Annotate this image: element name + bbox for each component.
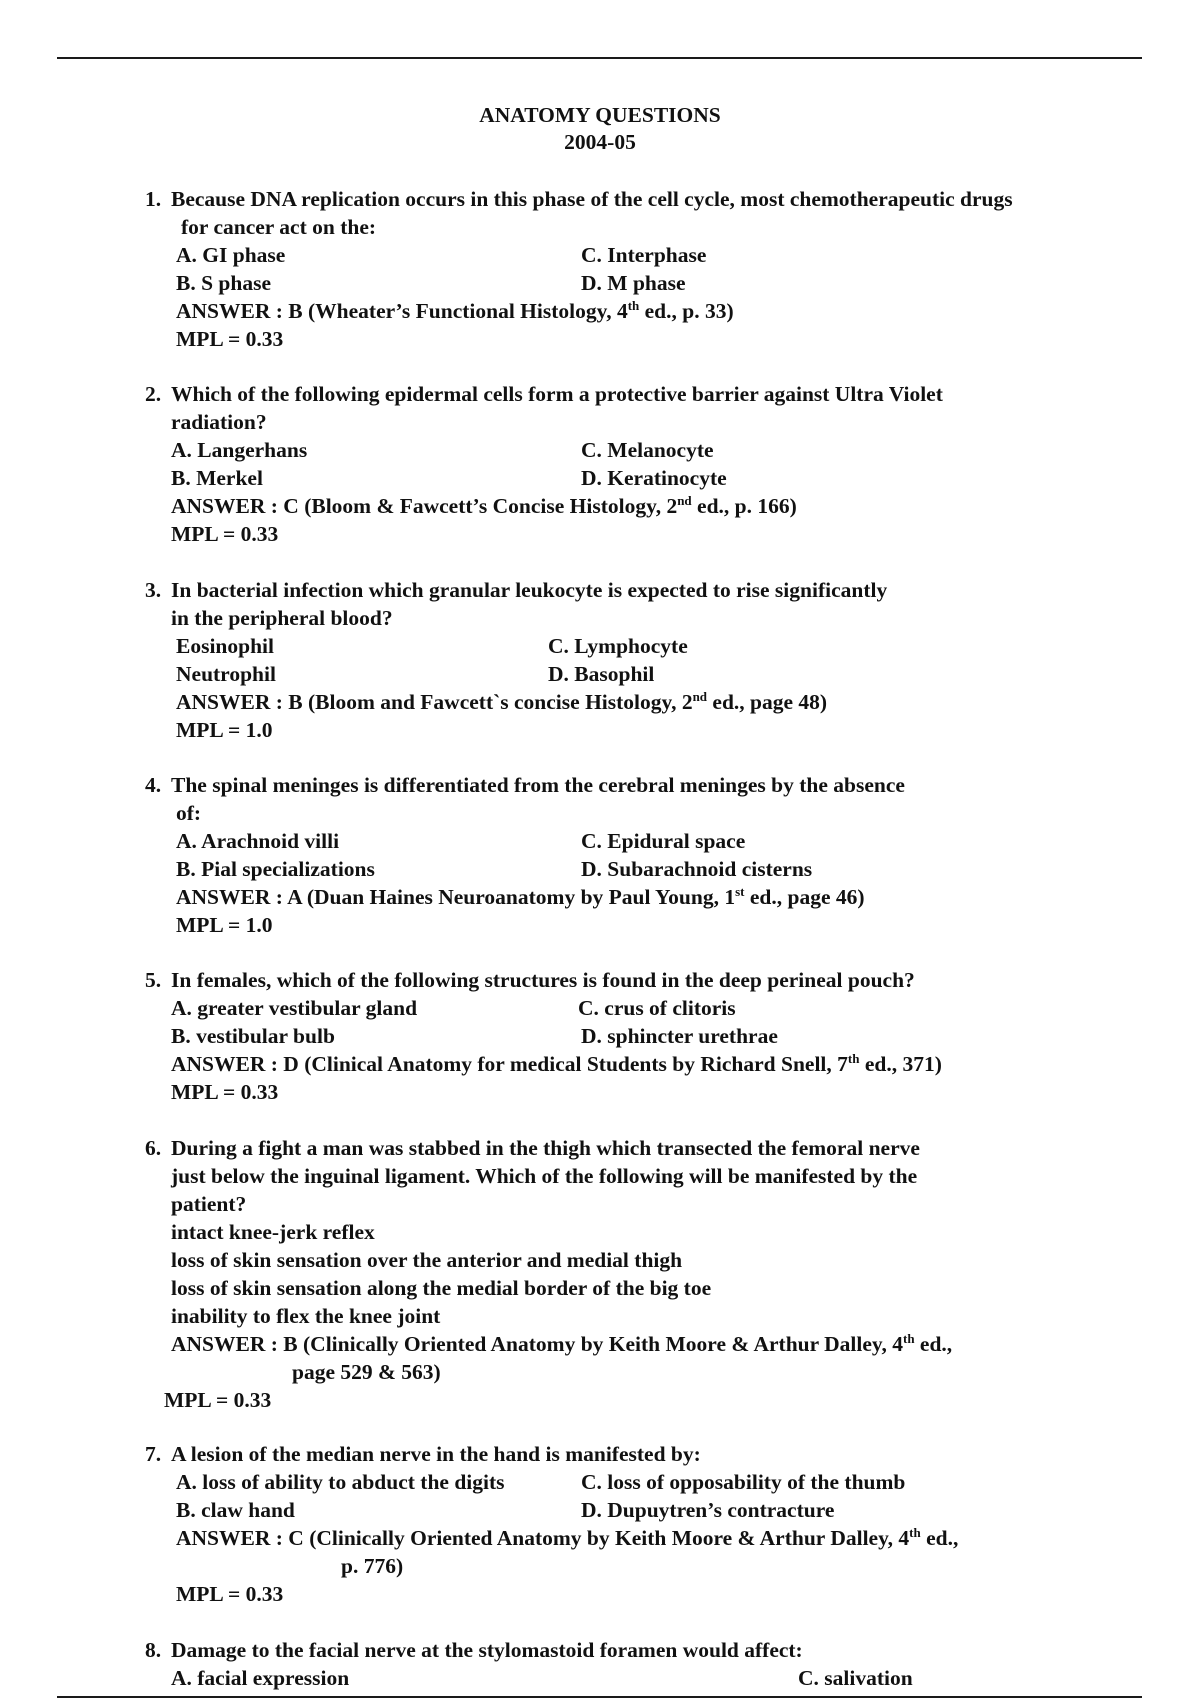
option-item: loss of skin sensation over the anterior and medial thigh xyxy=(171,1248,683,1272)
option-item: inability to flex the knee joint xyxy=(171,1304,441,1328)
question-stem: in the peripheral blood? xyxy=(171,606,393,630)
option-row xyxy=(145,1496,1145,1524)
question-stem: In females, which of the following structures is found in the deep perineal pouch? xyxy=(171,968,915,992)
question-6 xyxy=(145,1134,1145,1414)
mpl-value: MPL = 1.0 xyxy=(176,913,273,937)
option-row xyxy=(145,1022,1145,1050)
option-b: B. S phase xyxy=(176,271,271,295)
option-row xyxy=(145,436,1145,464)
mpl-value: MPL = 1.0 xyxy=(176,718,273,742)
question-stem: During a fight a man was stabbed in the thigh which transected the femoral nerve xyxy=(171,1136,920,1160)
question-stem: radiation? xyxy=(171,410,267,434)
question-stem: A lesion of the median nerve in the hand is manifested by: xyxy=(171,1442,701,1466)
option-d: D. Basophil xyxy=(548,662,655,686)
option-row xyxy=(145,241,1145,269)
option-b: B. claw hand xyxy=(176,1498,295,1522)
question-number: 5. xyxy=(145,968,162,992)
question-stem: just below the inguinal ligament. Which of the following will be manifested by the xyxy=(171,1164,918,1188)
page-title: ANATOMY QUESTIONS xyxy=(479,103,721,127)
question-stem: for cancer act on the: xyxy=(181,215,377,239)
option-c: C. salivation xyxy=(798,1666,913,1690)
option-row xyxy=(145,855,1145,883)
mpl-value: MPL = 0.33 xyxy=(176,1582,284,1606)
question-4 xyxy=(145,771,1145,939)
option-row xyxy=(145,1664,1145,1692)
option-row xyxy=(145,660,1145,688)
option-c: C. Melanocyte xyxy=(581,438,714,462)
answer-line: ANSWER : B (Wheater’s Functional Histology, 4th ed., p. 33) xyxy=(176,297,734,323)
question-3 xyxy=(145,576,1145,744)
mpl-value: MPL = 0.33 xyxy=(176,327,284,351)
option-row xyxy=(145,827,1145,855)
option-c: C. crus of clitoris xyxy=(578,996,736,1020)
option-d: D. Dupuytren’s contracture xyxy=(581,1498,835,1522)
answer-continuation: p. 776) xyxy=(341,1554,404,1578)
option-d: D. Subarachnoid cisterns xyxy=(581,857,813,881)
answer-line: ANSWER : C (Bloom & Fawcett’s Concise Histology, 2nd ed., p. 166) xyxy=(171,492,797,518)
option-c: C. Lymphocyte xyxy=(548,634,688,658)
option-b: Neutrophil xyxy=(176,662,276,686)
option-b: B. vestibular bulb xyxy=(171,1024,335,1048)
option-d: D. Keratinocyte xyxy=(581,466,727,490)
answer-line: ANSWER : C (Clinically Oriented Anatomy by Keith Moore & Arthur Dalley, 4th ed., xyxy=(176,1524,959,1550)
option-row xyxy=(145,1468,1145,1496)
question-stem: of: xyxy=(176,801,202,825)
option-b: B. Merkel xyxy=(171,466,263,490)
option-item: loss of skin sensation along the medial border of the big toe xyxy=(171,1276,712,1300)
question-stem: The spinal meninges is differentiated from the cerebral meninges by the absence xyxy=(171,773,905,797)
answer-line: ANSWER : A (Duan Haines Neuroanatomy by Paul Young, 1st ed., page 46) xyxy=(176,883,865,909)
question-7 xyxy=(145,1440,1145,1608)
option-a: A. loss of ability to abduct the digits xyxy=(176,1470,505,1494)
question-5 xyxy=(145,966,1145,1106)
question-number: 6. xyxy=(145,1136,162,1160)
option-a: A. greater vestibular gland xyxy=(171,996,418,1020)
option-d: D. M phase xyxy=(581,271,686,295)
page-subtitle-year: 2004-05 xyxy=(564,130,636,154)
option-c: C. loss of opposability of the thumb xyxy=(581,1470,906,1494)
question-stem: Which of the following epidermal cells form a protective barrier against Ultra Violet xyxy=(171,382,943,406)
option-row xyxy=(145,269,1145,297)
answer-line: ANSWER : B (Bloom and Fawcett`s concise Histology, 2nd ed., page 48) xyxy=(176,688,828,714)
question-1 xyxy=(145,185,1145,353)
option-c: C. Interphase xyxy=(581,243,707,267)
question-number: 3. xyxy=(145,578,162,602)
option-a: A. GI phase xyxy=(176,243,286,267)
answer-line: ANSWER : D (Clinical Anatomy for medical Students by Richard Snell, 7th ed., 371) xyxy=(171,1050,942,1076)
option-row xyxy=(145,632,1145,660)
answer-line: ANSWER : B (Clinically Oriented Anatomy by Keith Moore & Arthur Dalley, 4th ed., xyxy=(171,1330,953,1356)
option-row xyxy=(145,464,1145,492)
question-number: 8. xyxy=(145,1638,162,1662)
question-stem: In bacterial infection which granular leukocyte is expected to rise significantly xyxy=(171,578,888,602)
answer-continuation: page 529 & 563) xyxy=(292,1360,441,1384)
option-a: A. Langerhans xyxy=(171,438,308,462)
bottom-rule xyxy=(57,1696,1142,1698)
option-item: intact knee-jerk reflex xyxy=(171,1220,375,1244)
question-stem: Damage to the facial nerve at the stylomastoid foramen would affect: xyxy=(171,1638,803,1662)
option-a: Eosinophil xyxy=(176,634,274,658)
option-row xyxy=(145,994,1145,1022)
top-rule xyxy=(57,57,1142,59)
mpl-value: MPL = 0.33 xyxy=(171,522,279,546)
question-8 xyxy=(145,1636,1145,1692)
option-d: D. sphincter urethrae xyxy=(581,1024,778,1048)
question-2 xyxy=(145,380,1145,548)
question-stem: patient? xyxy=(171,1192,247,1216)
option-a: A. facial expression xyxy=(171,1666,350,1690)
mpl-value: MPL = 0.33 xyxy=(171,1080,279,1104)
option-c: C. Epidural space xyxy=(581,829,746,853)
option-b: B. Pial specializations xyxy=(176,857,375,881)
question-number: 4. xyxy=(145,773,162,797)
question-number: 1. xyxy=(145,187,162,211)
option-a: A. Arachnoid villi xyxy=(176,829,340,853)
question-number: 7. xyxy=(145,1442,162,1466)
mpl-value: MPL = 0.33 xyxy=(164,1388,272,1412)
question-stem: Because DNA replication occurs in this phase of the cell cycle, most chemotherapeutic drugs xyxy=(171,187,1013,211)
question-number: 2. xyxy=(145,382,162,406)
